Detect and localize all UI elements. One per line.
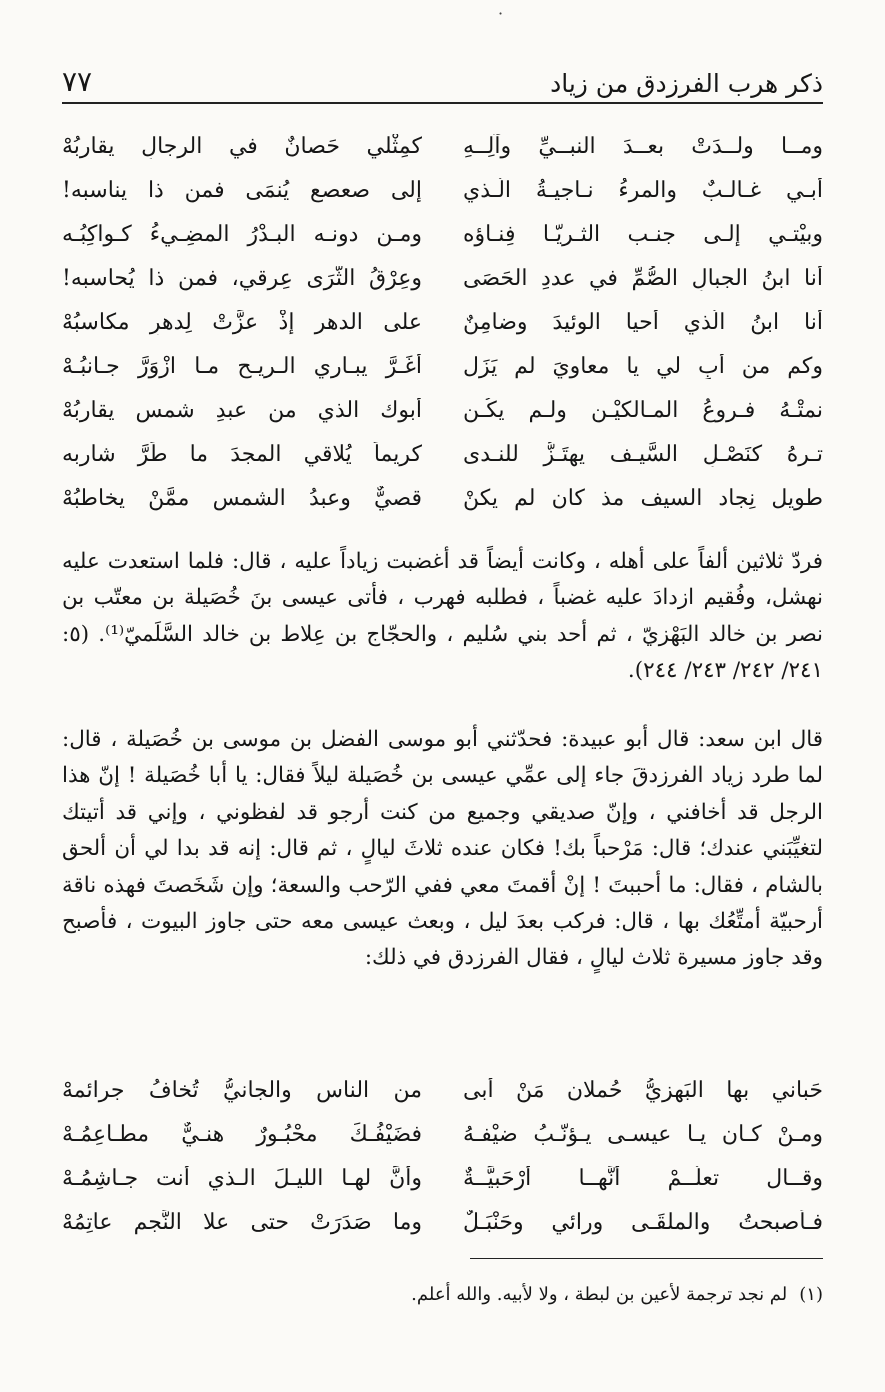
first-hemistich: أَنا ابنُ الَّذي أحيا الوئيدَ وضامِنٌ: [463, 309, 823, 335]
poem-1: [62, 124, 823, 520]
paragraph-text: قال ابن سعد: قال أبو عبيدة: فحدّثني أبو موسى الفضل بن موسى بن خُصَيلة ، قال: لما طرد زياد الفرزدقَ جاء إلى عمِّي عيسى بن خُصَيلة ليلاً فقال: يا أبا خُصَيلة ! إنّ هذا الرجل قد أخافني ، وإنّ صديقي وجميع من كنت أرجو قد لفظوني ، وإني قد أتيتك لتغيِّبَني عندك؛ قال: مَرْحباً بك! فكان عنده ثلاثَ ليالٍ ، ثم قال: إنه قد بدا لي أن ألحق بالشام ، فقال: ما أحببتَ ! إنْ أقمتَ معي ففي الرّحب والسعة؛ وإن شَخَصتَ فهذه ناقة أرحبيّة أمتِّعُك بها ، قال: فركب بعدَ ليل ، وبعث عيسى معه حتى جاوز البيوت ، فأصبح وقد جاوز مسيرة ثلاث ليالٍ ، فقال الفرزدق في ذلك:: [62, 727, 823, 971]
page-number: ٧٧: [62, 65, 93, 98]
verse: [62, 300, 823, 344]
footnote-text: لم نجد ترجمة لأعين بن لبطة ، ولا لأبيه. والله أعلم.: [411, 1284, 788, 1305]
verse: [62, 168, 823, 212]
first-hemistich: حَباني بها البَهزيُّ حُملان مَنْ أبى: [463, 1077, 823, 1103]
verse: [62, 432, 823, 476]
second-hemistich: من الناس والجانيُّ تُخافُ جرائمهْ: [62, 1077, 422, 1103]
second-hemistich: فضَيْفُـكَ محْبُـورٌ هنـيٌّ مطـاعِمُـهْ: [62, 1121, 422, 1147]
first-hemistich: أنا ابنُ الجبالِ الصُّمِّ في عددِ الحَصَى: [463, 265, 823, 291]
second-hemistich: على الدهرِ إذْ عزَّتْ لِدهرٍ مكاسبُهْ: [62, 309, 422, 335]
first-hemistich: تـرهُ كنَصْـلِ السَّيـف يهتَـزُّ للنـدى: [463, 441, 823, 467]
poem-2: [62, 1068, 823, 1244]
verse: [62, 1156, 823, 1200]
first-hemistich: أبـي غـالـبٌ والمرءُ نـاجيـةُ الَّـذي: [463, 177, 823, 203]
verse: [62, 212, 823, 256]
verse: [62, 388, 823, 432]
verse: [62, 124, 823, 168]
footnote: [62, 1284, 823, 1305]
second-hemistich: وما صَدَرَتْ حتى علا النَّجم عاتِمُهْ: [62, 1209, 422, 1235]
first-hemistich: طويل نِجاد السيف مذ كان لم يكنْ: [463, 485, 823, 511]
first-hemistich: فـأصبحتُ والملقَـى ورائي وحَنْبَـلٌ: [463, 1209, 823, 1235]
footnote-divider: [470, 1258, 823, 1259]
verse: [62, 476, 823, 520]
second-hemistich: وأنَّ لهـا الليـلَ الـذي أنت جـاشِمُـهْ: [62, 1165, 422, 1191]
verse: [62, 256, 823, 300]
verse: [62, 1200, 823, 1244]
second-hemistich: أبوك الذي من عبدِ شمسٍ يقاربُهْ: [62, 397, 422, 423]
footnote-marker: (١): [799, 1284, 823, 1305]
running-title: ذكر هرب الفرزدق من زياد: [550, 69, 823, 98]
page-header: [62, 62, 823, 104]
first-hemistich: وكم من أَبٍ لي يا معاوِيَ لم يَزَل: [463, 353, 823, 379]
second-hemistich: أغَـرَّ يبـاري الـريـح مـا ازْوَرَّ جـانبُـهْ: [62, 353, 422, 379]
second-hemistich: ومـن دونـه البـدْرُ المضِـيءُ كـواكِبُـه: [62, 221, 422, 247]
verse: [62, 1112, 823, 1156]
second-hemistich: وعِرْقُ الثَّرَى عِرقي، فمن ذا يُحاسبه!: [62, 265, 422, 291]
prose-paragraph-1: [62, 544, 823, 690]
verse: [62, 1068, 823, 1112]
top-mark: ·: [498, 4, 504, 23]
first-hemistich: نمتْـهُ فـروعُ المـالكيْـنِ ولـم يكُـن: [463, 397, 823, 423]
second-hemistich: قصيٌّ وعبدُ الشمس ممَّنْ يخاطبُهْ: [62, 485, 422, 511]
prose-paragraph-2: [62, 722, 823, 977]
first-hemistich: ومــا ولــدَتْ بعــدَ النبــيِّ وآلِــهِ: [463, 133, 823, 159]
second-hemistich: إلى صعصعٍ يُنمَى فمن ذا يناسبه!: [62, 177, 422, 203]
second-hemistich: كريماً يُلاقي المجدَ ما طَرَّ شاربه: [62, 441, 422, 467]
second-hemistich: كمِثْلي حَصانٌ في الرجالِ يقارِبُهْ: [62, 133, 422, 159]
first-hemistich: وقــال تعلَّــمْ أنَّهــا أرْحَبيَّــةٌ: [463, 1165, 823, 1191]
first-hemistich: وبيْتـي إلـى جنـب الثـريّـا فِنـاؤه: [463, 221, 823, 247]
first-hemistich: ومـنْ كـان يـا عيسـى يـؤنّـبُ ضيْفـهُ: [463, 1121, 823, 1147]
verse: [62, 344, 823, 388]
paragraph-text: فردّ ثلاثين ألفاً على أهله ، وكانت أيضاً قد أغضبت زياداً عليه ، قال: فلما استعدت عليه نهشل، وفُقيم ازدادَ عليه غضباً ، فطلبه فهرب ، فأتى عيسى بنَ خُصَيلة بن معتّب بن نصر بن خالد البَهْزيّ ، ثم أحد بني سُليم ، والحجّاج بن عِلاط بن خالد السَّلَميّ⁽¹⁾. (٥: ٢٤١/ ٢٤٢/ ٢٤٣/ ٢٤٤).: [62, 549, 823, 684]
